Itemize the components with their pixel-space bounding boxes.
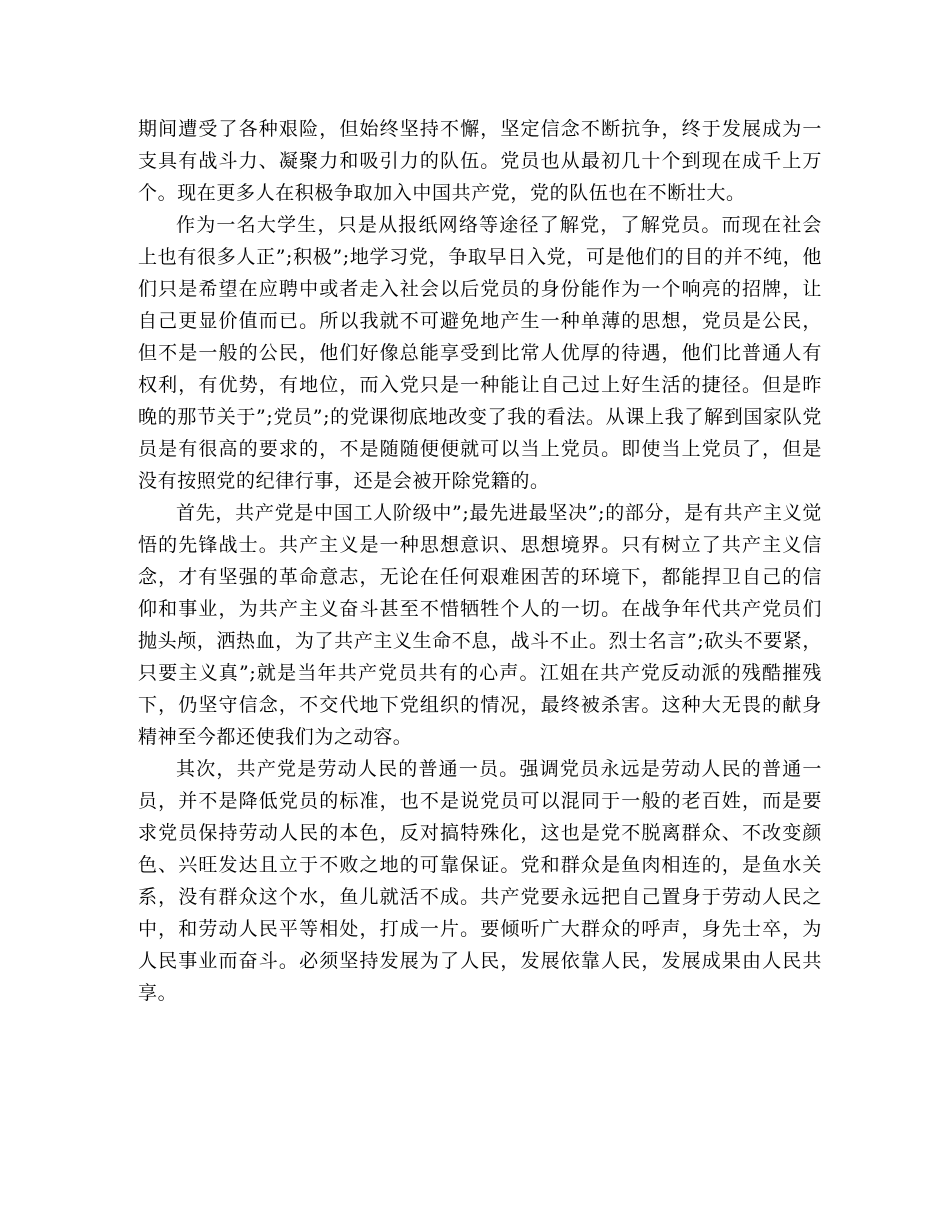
paragraph-1: 期间遭受了各种艰险，但始终坚持不懈，坚定信念不断抗争，终于发展成为一支具有战斗力、凝聚力和吸引力的队伍。党员也从最初几十个到现在成千上万个。现在更多人在积极争取加入中国共产党，党的队伍也在不断壮大。 (138, 118, 822, 204)
paragraph-4: 其次，共产党是劳动人民的普通一员。强调党员永远是劳动人民的普通一员，并不是降低党员的标准，也不是说党员可以混同于一般的老百姓，而是要求党员保持劳动人民的本色，反对搞特殊化，这也是党不脱离群众、不改变颜色、兴旺发达且立于不败之地的可靠保证。党和群众是鱼肉相连的，是鱼水关系，没有群众这个水，鱼儿就活不成。共产党要永远把自己置身于劳动人民之中，和劳动人民平等相处，打成一片。要倾听广大群众的呼声，身先士卒，为人民事业而奋斗。必须坚持发展为了人民，发展依靠人民，发展成果由人民共享。 (138, 758, 822, 1004)
paragraph-2: 作为一名大学生，只是从报纸网络等途径了解党，了解党员。而现在社会上也有很多人正”;积极”;地学习党，争取早日入党，可是他们的目的并不纯，他们只是希望在应聘中或者走入社会以后党员的身份能作为一个响亮的招牌，让自己更显价值而已。所以我就不可避免地产生一种单薄的思想，党员是公民，但不是一般的公民，他们好像总能享受到比常人优厚的待遇，他们比普通人有权利，有优势，有地位，而入党只是一种能让自己过上好生活的捷径。但是昨晚的那节关于”;党员”;的党课彻底地改变了我的看法。从课上我了解到国家队党员是有很高的要求的，不是随随便便就可以当上党员。即使当上党员了，但是没有按照党的纪律行事，还是会被开除党籍的。 (138, 214, 822, 492)
document-body (138, 113, 822, 1009)
paragraph-3: 首先，共产党是中国工人阶级中”;最先进最坚决”;的部分，是有共产主义觉悟的先锋战士。共产主义是一种思想意识、思想境界。只有树立了共产主义信念，才有坚强的革命意志，无论在任何艰难困苦的环境下，都能捍卫自己的信仰和事业，为共产主义奋斗甚至不惜牺牲个人的一切。在战争年代共产党员们抛头颅，洒热血，为了共产主义生命不息，战斗不止。烈士名言”;砍头不要紧，只要主义真”;就是当年共产党员共有的心声。江姐在共产党反动派的残酷摧残下，仍坚守信念，不交代地下党组织的情况，最终被杀害。这种大无畏的献身精神至今都还使我们为之动容。 (138, 502, 822, 748)
